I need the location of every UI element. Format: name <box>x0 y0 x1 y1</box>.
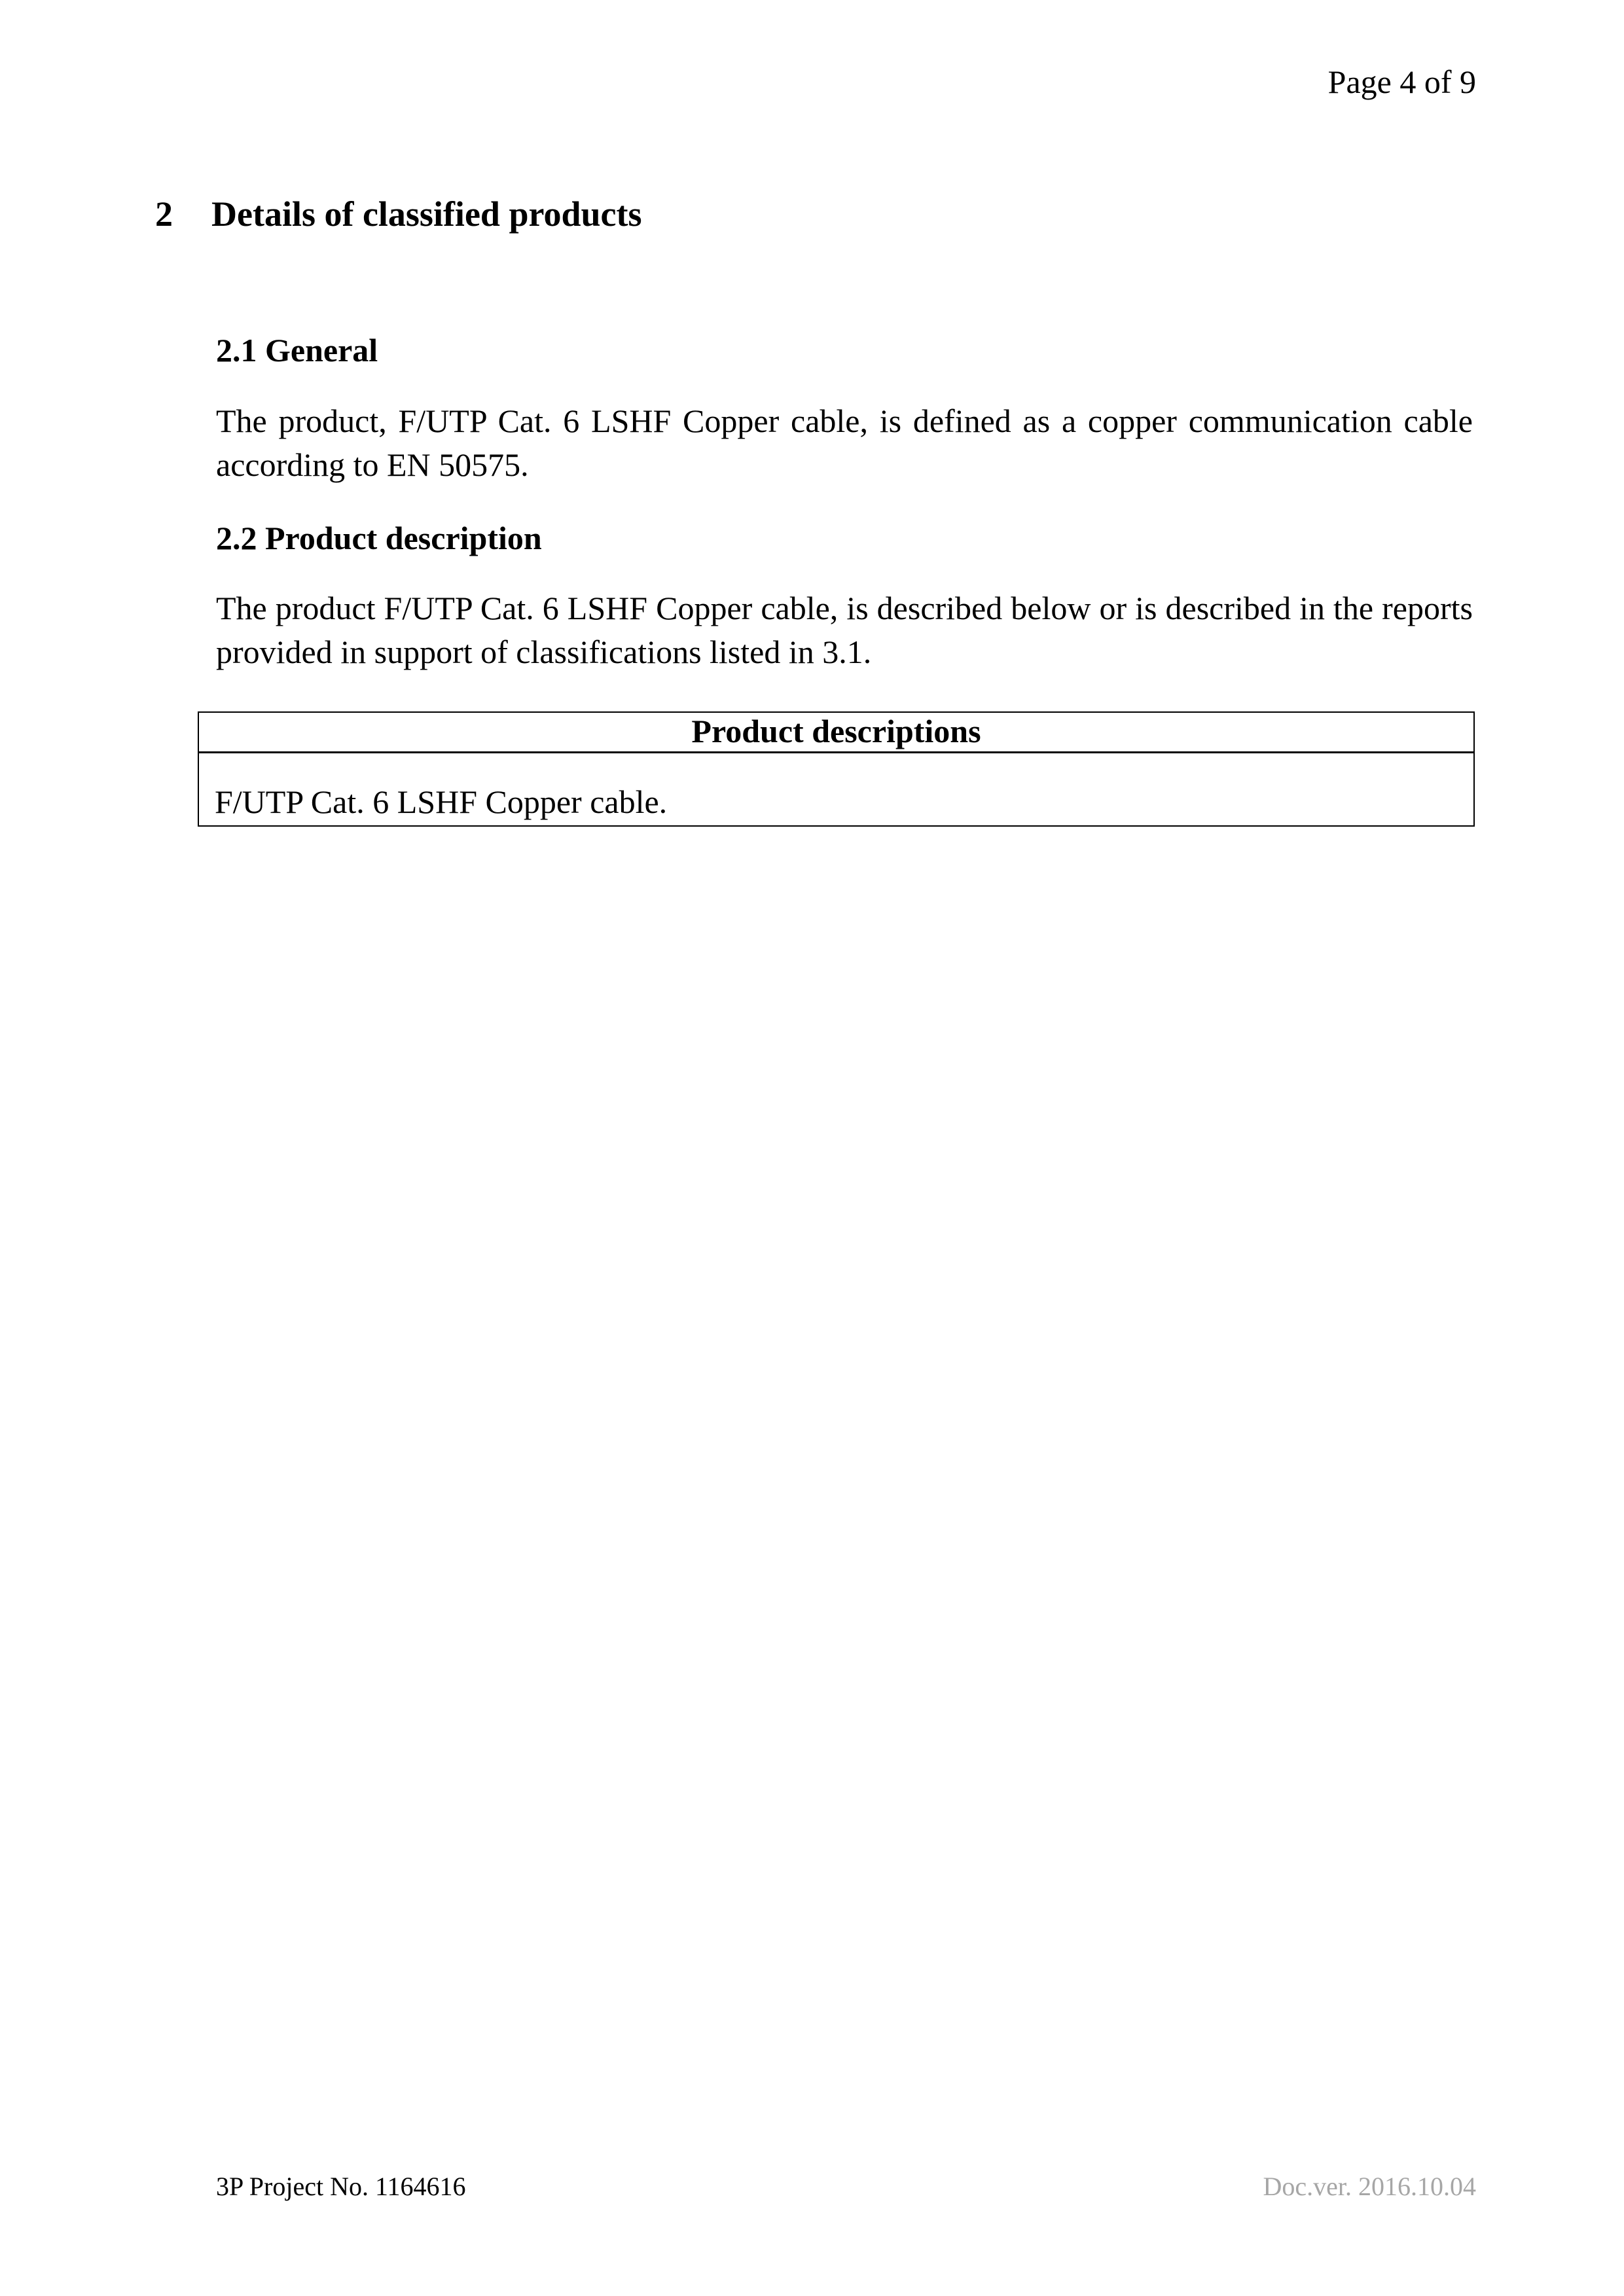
section-title: Details of classified products <box>211 194 642 234</box>
table-cell-product-description: F/UTP Cat. 6 LSHF Copper cable. <box>198 753 1474 827</box>
section-number: 2 <box>155 194 173 234</box>
table-header-row <box>198 712 1474 753</box>
subsection-heading-product-description: 2.2 Product description <box>216 520 542 556</box>
footer <box>216 2172 1476 2202</box>
footer-project-number: 3P Project No. 1164616 <box>216 2172 466 2201</box>
text-line: provided in support of classifications listed in 3.1. <box>216 634 872 670</box>
table-header-cell: Product descriptions <box>198 712 1474 753</box>
paragraph-product-description <box>216 586 1473 674</box>
footer-doc-version: Doc.ver. 2016.10.04 <box>1263 2172 1476 2201</box>
product-descriptions-table <box>198 711 1475 827</box>
table-row <box>198 753 1474 827</box>
paragraph-general <box>216 399 1473 487</box>
text-line: The product F/UTP Cat. 6 LSHF Copper cable, is described below or is described in the reports <box>216 590 1473 626</box>
text-line: according to EN 50575. <box>216 446 529 483</box>
subsection-heading-general: 2.1 General <box>216 332 378 368</box>
text-line: The product, F/UTP Cat. 6 LSHF Copper cable, is defined as a copper communication cable <box>216 403 1473 439</box>
page-number: Page 4 of 9 <box>1327 63 1476 100</box>
section-heading <box>155 194 642 234</box>
